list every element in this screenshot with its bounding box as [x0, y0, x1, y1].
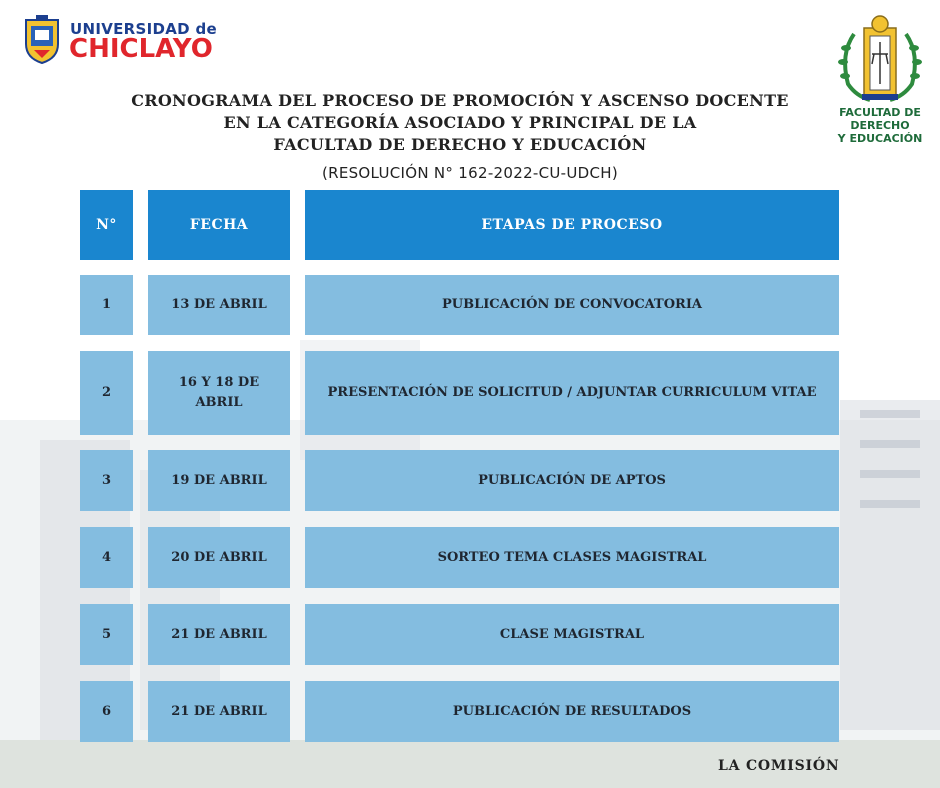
row1-date: 13 DE ABRIL: [148, 275, 290, 335]
row3-num: 3: [80, 450, 133, 511]
row1-num: 1: [80, 275, 133, 335]
row5-stage: CLASE MAGISTRAL: [305, 604, 839, 665]
university-name-main: CHICLAYO: [69, 34, 213, 64]
header-stage-cell: ETAPAS DE PROCESO: [305, 190, 839, 260]
row2-num: 2: [80, 351, 133, 435]
row2-date: 16 Y 18 DE ABRIL: [148, 351, 290, 435]
signature-commission: LA COMISIÓN: [718, 758, 840, 774]
header-date-cell: FECHA: [148, 190, 290, 260]
university-shield-icon: [22, 14, 62, 64]
row6-num: 6: [80, 681, 133, 742]
row4-num: 4: [80, 527, 133, 588]
title-line2: EN LA CATEGORÍA ASOCIADO Y PRINCIPAL DE LA: [223, 113, 697, 132]
faculty-logo: [826, 14, 934, 154]
row4-stage: SORTEO TEMA CLASES MAGISTRAL: [305, 527, 839, 588]
university-name-top: UNIVERSIDAD de: [70, 20, 217, 38]
faculty-name-line1: FACULTAD DE: [839, 106, 921, 119]
university-logo: [22, 14, 217, 66]
row6-date: 21 DE ABRIL: [148, 681, 290, 742]
resolution-number: (RESOLUCIÓN N° 162-2022-CU-UDCH): [321, 164, 619, 182]
row5-num: 5: [80, 604, 133, 665]
row1-stage: PUBLICACIÓN DE CONVOCATORIA: [305, 275, 839, 335]
faculty-name-line3: Y EDUCACIÓN: [837, 132, 923, 145]
row2-stage: PRESENTACIÓN DE SOLICITUD / ADJUNTAR CURRICULUM VITAE: [305, 351, 839, 435]
header-num-cell: N°: [80, 190, 133, 260]
page-title: [100, 90, 820, 156]
title-line1: CRONOGRAMA DEL PROCESO DE PROMOCIÓN Y ASCENSO DOCENTE: [131, 91, 789, 110]
row5-date: 21 DE ABRIL: [148, 604, 290, 665]
row3-stage: PUBLICACIÓN DE APTOS: [305, 450, 839, 511]
faculty-name: [826, 106, 934, 145]
row3-date: 19 DE ABRIL: [148, 450, 290, 511]
row4-date: 20 DE ABRIL: [148, 527, 290, 588]
faculty-name-line2: DERECHO: [850, 119, 910, 132]
row6-stage: PUBLICACIÓN DE RESULTADOS: [305, 681, 839, 742]
faculty-crest-icon: [826, 14, 934, 106]
title-line3: FACULTAD DE DERECHO Y EDUCACIÓN: [273, 135, 647, 154]
